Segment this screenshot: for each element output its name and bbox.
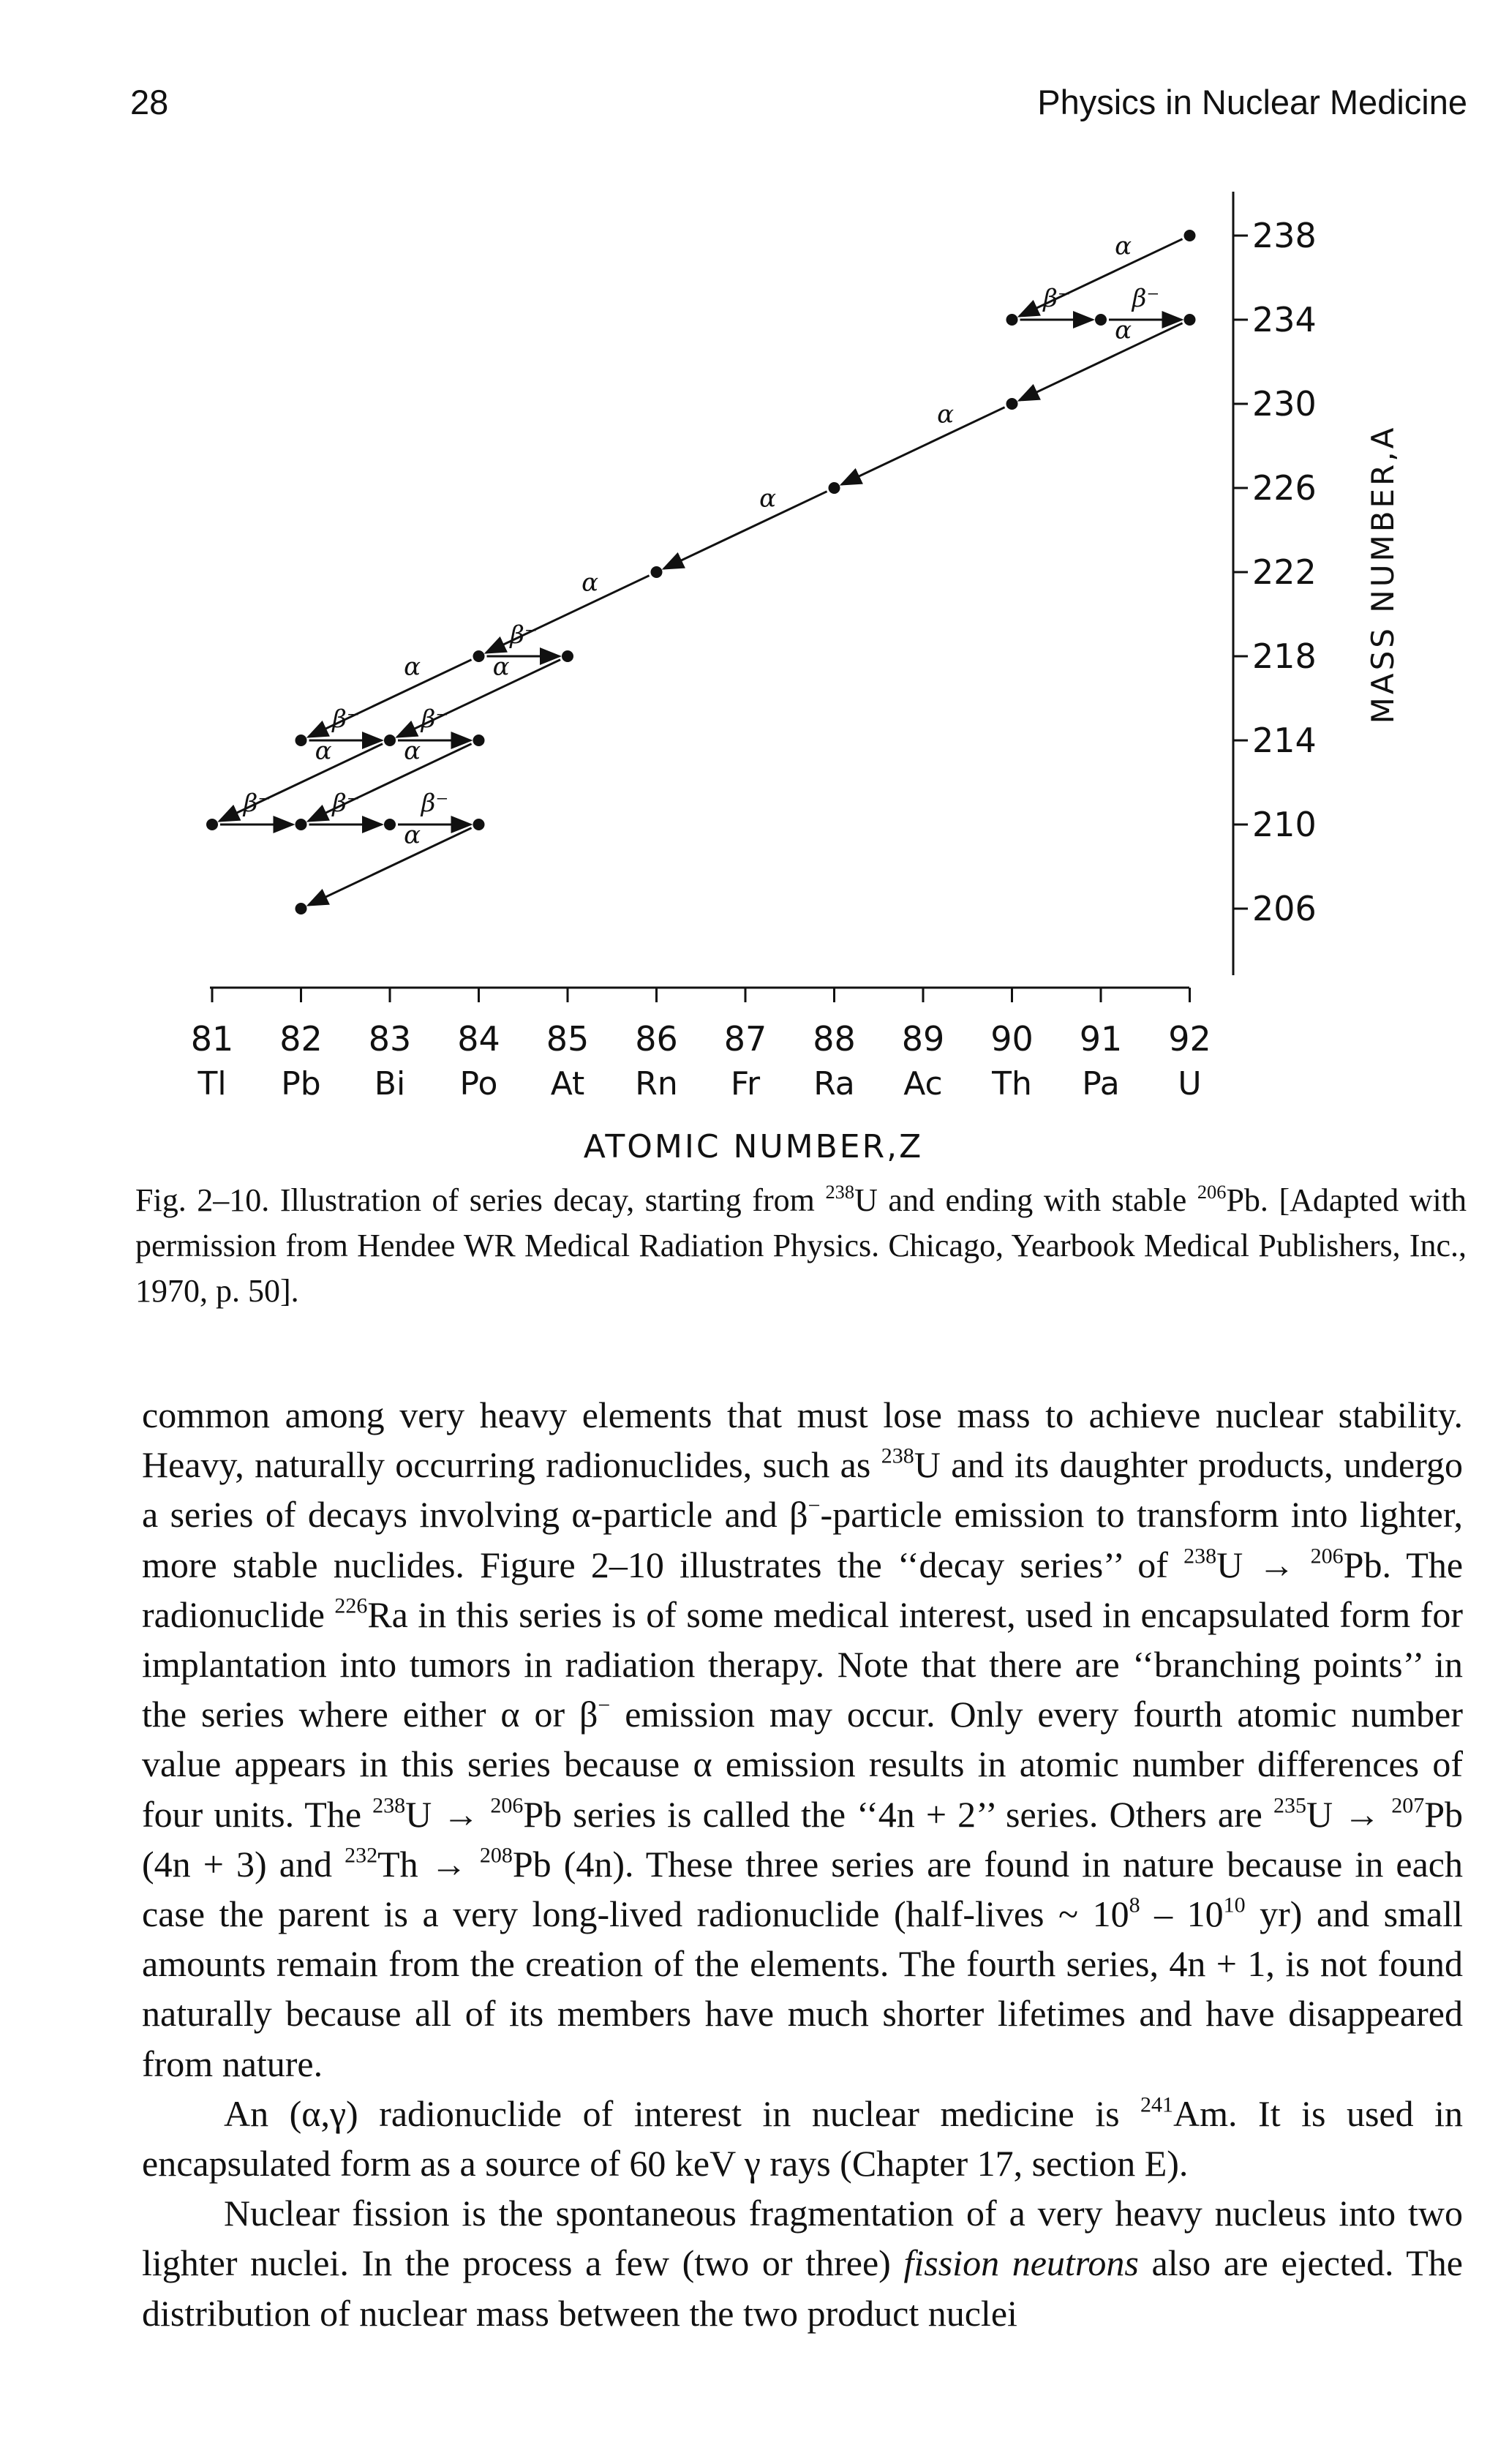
atomic-number-label: 85 (546, 1019, 590, 1059)
body-text (142, 1390, 1463, 2338)
element-symbol-label: Ra (813, 1065, 855, 1103)
element-symbol-label: Bi (374, 1065, 406, 1103)
atomic-number-label: 83 (368, 1019, 412, 1059)
alpha-decay-label: α (315, 736, 332, 766)
mass-tick-label: 234 (1252, 300, 1317, 339)
alpha-decay-arrow (308, 828, 471, 906)
nuclide-point (473, 650, 485, 662)
mass-tick-label: 230 (1252, 384, 1317, 424)
figure-axes (210, 192, 1233, 988)
paragraph-decay-series: common among very heavy elements that must lose mass to achieve nuclear stability. Heavy, naturally occurring radionuclides, such as $^{238}$U and its daughter products, undergo a series of decays involving α-particle and β−-particle emission to transform into lighter, more stable nuclides. Figure 2–10 illustrates the ‘‘decay series’’ of $^{238}$U → $^{206}$Pb. The radionuclide $^{226}$Ra in this series is of some medical interest, used in encapsulated form for implantation into tumors in radiation therapy. Note that there are ‘‘branching points’’ in the series where either α or β− emission may occur. Only every fourth atomic number value appears in this series because α emission results in atomic number differences of four units. The $^{238}$U → $^{206}$Pb series is called the ‘‘4n + 2’’ series. Others are $^{235}$U → $^{207}$Pb (4n + 3) and $^{232}$Th → $^{208}$Pb (4n). These three series are found in nature because in each case the parent is a very long-lived radionuclide (half-lives ~ $10^8 - 10^{10}$ yr) and small amounts remain from the creation of the elements. The fourth series, 4n + 1, is not found naturally because all of its members have much shorter lifetimes and have disappeared from nature. (142, 1394, 1464, 2084)
atomic-number-label: 88 (813, 1019, 856, 1059)
mass-tick-label: 238 (1252, 216, 1317, 255)
nuclide-point (384, 819, 396, 830)
alpha-decay-label: α (759, 484, 777, 514)
nuclide-point (1184, 314, 1196, 326)
alpha-decay-label: α (492, 652, 510, 682)
alpha-decay-label: α (937, 399, 955, 429)
alpha-decay-label: α (404, 736, 421, 766)
figure-caption: Fig. 2–10. Illustration of series decay, starting from $^{238}$U and ending with stable $^{206}$Pb. [Adapted with permission from Hendee WR Medical Radiation Physics. Chicago, Yearbook Medical Publishers, Inc., 1970, p. 50]. (135, 1180, 1467, 1309)
atomic-number-label: 82 (279, 1019, 323, 1059)
nuclide-point (473, 735, 485, 746)
y-axis-title: MASS NUMBER,A (1365, 424, 1401, 724)
page-number: 28 (130, 83, 169, 121)
beta-decay-label: β⁻ (1043, 284, 1071, 313)
nuclide-point (296, 735, 307, 746)
nuclide-point (829, 482, 840, 494)
element-symbol-label: Po (459, 1065, 498, 1103)
atomic-number-label: 86 (635, 1019, 678, 1059)
atomic-number-label: 91 (1079, 1019, 1123, 1059)
beta-decay-label: β⁻ (332, 705, 360, 734)
mass-tick-label: 222 (1252, 552, 1317, 592)
paragraph-fission: Nuclear fission is the spontaneous fragmentation of a very heavy nucleus into two lighter nuclei. In the process a few (two or three) fission neutrons also are ejected. The distribution of nuclear mass between the two product nuclei (142, 2193, 1463, 2334)
atomic-number-label: 87 (723, 1019, 767, 1059)
element-symbol-label: Th (992, 1065, 1032, 1103)
x-axis-title: ATOMIC NUMBER,Z (583, 1128, 924, 1165)
nuclide-point (1006, 398, 1018, 410)
element-symbol-label: Tl (197, 1065, 227, 1103)
alpha-decay-label: α (1115, 231, 1132, 261)
nuclide-point (562, 650, 573, 662)
mass-tick-label: 214 (1252, 721, 1317, 760)
decay-series-figure (0, 0, 1498, 1171)
atomic-number-label: 92 (1168, 1019, 1211, 1059)
beta-decay-label: β⁻ (243, 789, 271, 818)
alpha-decay-label: α (404, 652, 421, 682)
nuclide-point (473, 819, 485, 830)
element-symbol-label: Ac (903, 1065, 943, 1103)
element-symbol-label: Pb (281, 1065, 321, 1103)
decay-arrows (219, 239, 1183, 906)
decay-labels (242, 232, 1160, 850)
nuclide-point (1184, 230, 1196, 241)
caption-label: Fig. 2–10. (135, 1182, 270, 1218)
nuclide-point (296, 903, 307, 914)
alpha-decay-label: α (1115, 315, 1132, 345)
element-symbol-label: Fr (730, 1065, 761, 1103)
nuclide-point (1095, 314, 1107, 326)
nuclide-point (206, 819, 218, 830)
element-symbol-label: Pa (1082, 1065, 1120, 1103)
atomic-number-label: 84 (457, 1019, 500, 1059)
atomic-number-label: 81 (190, 1019, 234, 1059)
alpha-decay-arrow (663, 492, 827, 569)
nuclide-point (384, 735, 396, 746)
atomic-number-label: 90 (990, 1019, 1034, 1059)
beta-decay-label: β⁻ (332, 789, 360, 818)
beta-decay-label: β⁻ (1132, 284, 1160, 313)
mass-number-ticks (1233, 216, 1317, 928)
running-title: Physics in Nuclear Medicine (1037, 83, 1467, 121)
element-symbol-label: U (1178, 1065, 1202, 1103)
alpha-decay-arrow (841, 407, 1004, 485)
alpha-decay-label: α (581, 568, 599, 598)
mass-tick-label: 206 (1252, 889, 1317, 928)
element-symbol-label: Rn (635, 1065, 678, 1103)
nuclide-point (1006, 314, 1018, 326)
nuclide-point (296, 819, 307, 830)
alpha-decay-arrow (1019, 323, 1182, 401)
beta-decay-label: β⁻ (421, 705, 449, 734)
mass-tick-label: 218 (1252, 636, 1317, 676)
mass-tick-label: 210 (1252, 805, 1317, 844)
atomic-number-ticks (191, 988, 1211, 1103)
atomic-number-label: 89 (901, 1019, 945, 1059)
alpha-decay-label: α (404, 820, 421, 850)
nuclide-point (651, 566, 663, 578)
beta-decay-label: β⁻ (510, 620, 538, 650)
beta-decay-label: β⁻ (421, 789, 449, 818)
mass-tick-label: 226 (1252, 468, 1317, 508)
element-symbol-label: At (550, 1065, 585, 1103)
paragraph-americium: An (α,γ) radionuclide of interest in nuclear medicine is $^{241}$Am. It is used in encapsulated form as a source of 60 keV γ rays (Chapter 17, section E). (142, 2092, 1463, 2185)
